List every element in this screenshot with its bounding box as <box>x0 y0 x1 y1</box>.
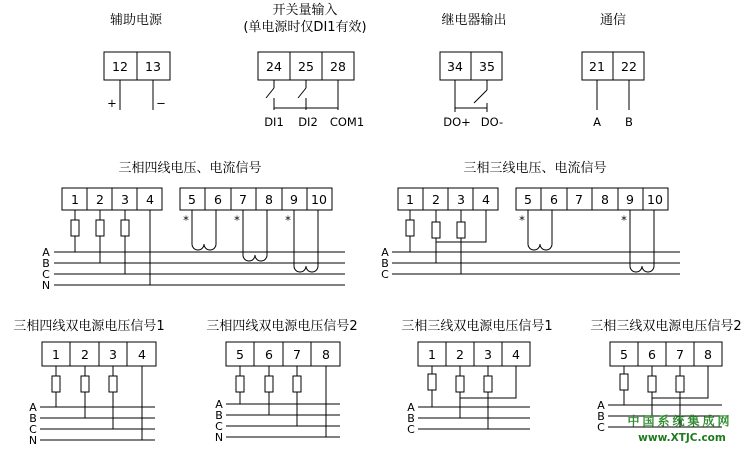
polarity-mark: * <box>621 213 627 227</box>
p4w-v1-phase-a: A <box>29 401 37 414</box>
plus-sign: + <box>107 96 117 110</box>
p4w-v2-phase-n: N <box>214 431 224 444</box>
fuse-icon <box>484 376 492 392</box>
p4w-v1-terminal-4: 4 <box>138 347 146 362</box>
p3w-terminal-3: 3 <box>457 192 465 207</box>
label-di1: DI1 <box>264 115 284 129</box>
p3w-terminal-6: 6 <box>550 192 558 207</box>
p4w-v2-phase-c: C <box>215 420 223 433</box>
terminal-24: 24 <box>266 59 282 74</box>
p3w-terminal-8: 8 <box>601 192 609 207</box>
relay-output-block <box>440 12 507 129</box>
ct-coil-b <box>243 210 267 261</box>
label-a: A <box>593 115 601 129</box>
label-do-plus: DO+ <box>443 115 471 129</box>
p4w-v2-phase-a: A <box>215 398 223 411</box>
switch-input-subtitle: (单电源时仅DI1有效) <box>243 20 367 35</box>
fuse-icon <box>428 374 436 390</box>
polarity-mark: * <box>519 213 525 227</box>
terminal-34: 34 <box>447 59 463 74</box>
fuse-icon <box>406 220 414 236</box>
p3w-terminal-9: 9 <box>626 192 634 207</box>
polarity-mark: * <box>183 213 189 227</box>
p4w-terminal-9: 9 <box>290 192 298 207</box>
p3w-v2-terminal-6: 6 <box>648 347 656 362</box>
terminal-13: 13 <box>145 59 161 74</box>
p4w-dual-voltage-1 <box>13 318 164 447</box>
relay-output-title: 继电器输出 <box>441 13 507 28</box>
fuse-icon <box>293 376 301 392</box>
p3w-terminal-7: 7 <box>575 192 583 207</box>
p4w-v1-terminal-3: 3 <box>109 347 117 362</box>
p4w-v2-terminal-7: 7 <box>293 347 301 362</box>
p4w-v2-terminal-5: 5 <box>236 347 244 362</box>
p3w-terminal-10: 10 <box>647 192 663 207</box>
switch-input-title: 开关量输入 <box>272 3 338 18</box>
polarity-mark: * <box>234 213 240 227</box>
p4w-v2-phase-b: B <box>215 409 223 422</box>
p3w-v1-phase-c: C <box>407 423 415 436</box>
p3w-v1-terminal-2: 2 <box>456 347 464 362</box>
fuse-icon <box>432 222 440 238</box>
fuse-icon <box>620 374 628 390</box>
p4w-v2-terminal-8: 8 <box>322 347 330 362</box>
fuse-icon <box>71 220 79 236</box>
p3w-v1-phase-a: A <box>407 401 415 414</box>
p4w-v1-phase-n: N <box>28 434 38 447</box>
p3w-v2-terminal-8: 8 <box>704 347 712 362</box>
watermark-url: www.XTJC.com <box>638 432 726 444</box>
watermark-cn: 中国系统集成网 <box>627 414 733 428</box>
ct-coil-a <box>528 210 552 250</box>
p4w-phase-n: N <box>41 279 51 292</box>
p4w-terminal-10: 10 <box>311 192 327 207</box>
p4w-v1-phase-c: C <box>29 423 37 436</box>
p4w-v2-terminal-6: 6 <box>265 347 273 362</box>
p4w-terminal-1: 1 <box>71 192 79 207</box>
fuse-icon <box>109 376 117 392</box>
comm-title: 通信 <box>599 13 627 28</box>
fuse-icon <box>236 376 244 392</box>
fuse-icon <box>96 220 104 236</box>
terminal-22: 22 <box>621 59 637 74</box>
p3w-terminal-5: 5 <box>524 192 532 207</box>
p4w-phase-c: C <box>42 268 50 281</box>
p4w-phase-b: B <box>42 257 50 270</box>
p3w-v2-phase-b: B <box>597 410 605 423</box>
p3w-dual-voltage-1 <box>401 318 552 436</box>
p3w-v1-title: 三相三线双电源电压信号1 <box>401 319 553 334</box>
switch-input-block <box>243 2 366 129</box>
comm-block <box>582 12 644 129</box>
p4w-terminal-4: 4 <box>146 192 154 207</box>
p3w-v1-terminal-1: 1 <box>428 347 436 362</box>
p4w-v1-title: 三相四线双电源电压信号1 <box>13 319 165 334</box>
p3w-phase-a: A <box>381 246 389 259</box>
p3w-terminal-2: 2 <box>432 192 440 207</box>
terminal-25: 25 <box>298 59 314 74</box>
three-phase-four-wire-diagram <box>42 160 345 292</box>
fuse-icon <box>52 376 60 392</box>
p3w-v2-terminal-5: 5 <box>620 347 628 362</box>
terminal-12: 12 <box>112 59 128 74</box>
p4w-terminal-6: 6 <box>214 192 222 207</box>
watermark <box>627 413 732 444</box>
p4w-terminal-5: 5 <box>188 192 196 207</box>
p4w-terminal-3: 3 <box>121 192 129 207</box>
p4w-v1-phase-b: B <box>29 412 37 425</box>
p4w-v1-terminal-2: 2 <box>81 347 89 362</box>
p3w-v2-phase-a: A <box>597 399 605 412</box>
p4w-terminal-2: 2 <box>96 192 104 207</box>
terminal-35: 35 <box>479 59 495 74</box>
p3w-title: 三相三线电压、电流信号 <box>463 161 607 176</box>
label-com1: COM1 <box>329 115 365 129</box>
p3w-terminal-1: 1 <box>406 192 414 207</box>
fuse-icon <box>676 376 684 392</box>
p4w-v1-terminal-1: 1 <box>52 347 60 362</box>
minus-sign: − <box>156 96 166 110</box>
label-di2: DI2 <box>298 115 318 129</box>
label-b: B <box>625 115 633 129</box>
aux-power-block <box>104 12 170 110</box>
ct-coil-a <box>192 210 216 250</box>
p3w-v1-phase-b: B <box>407 412 415 425</box>
aux-power-title: 辅助电源 <box>109 13 163 28</box>
polarity-mark: * <box>285 213 291 227</box>
terminal-28: 28 <box>330 59 346 74</box>
p4w-dual-voltage-2 <box>206 318 357 444</box>
fuse-icon <box>456 376 464 392</box>
p4w-phase-a: A <box>42 246 50 259</box>
p4w-v2-title: 三相四线双电源电压信号2 <box>206 319 358 334</box>
fuse-icon <box>457 222 465 238</box>
three-phase-three-wire-diagram <box>381 160 680 281</box>
p3w-v2-title: 三相三线双电源电压信号2 <box>590 319 742 334</box>
p4w-title: 三相四线电压、电流信号 <box>118 161 262 176</box>
p4w-terminal-7: 7 <box>239 192 247 207</box>
fuse-icon <box>265 376 273 392</box>
label-do-minus: DO- <box>480 115 504 129</box>
p3w-v2-phase-c: C <box>597 421 605 434</box>
p3w-phase-c: C <box>381 268 389 281</box>
p3w-v1-terminal-3: 3 <box>484 347 492 362</box>
fuse-icon <box>121 220 129 236</box>
p3w-phase-b: B <box>381 257 389 270</box>
p3w-v2-terminal-7: 7 <box>676 347 684 362</box>
p3w-terminal-4: 4 <box>482 192 490 207</box>
fuse-icon <box>648 376 656 392</box>
terminal-21: 21 <box>589 59 605 74</box>
fuse-icon <box>81 376 89 392</box>
p3w-v1-terminal-4: 4 <box>512 347 520 362</box>
p4w-terminal-8: 8 <box>265 192 273 207</box>
